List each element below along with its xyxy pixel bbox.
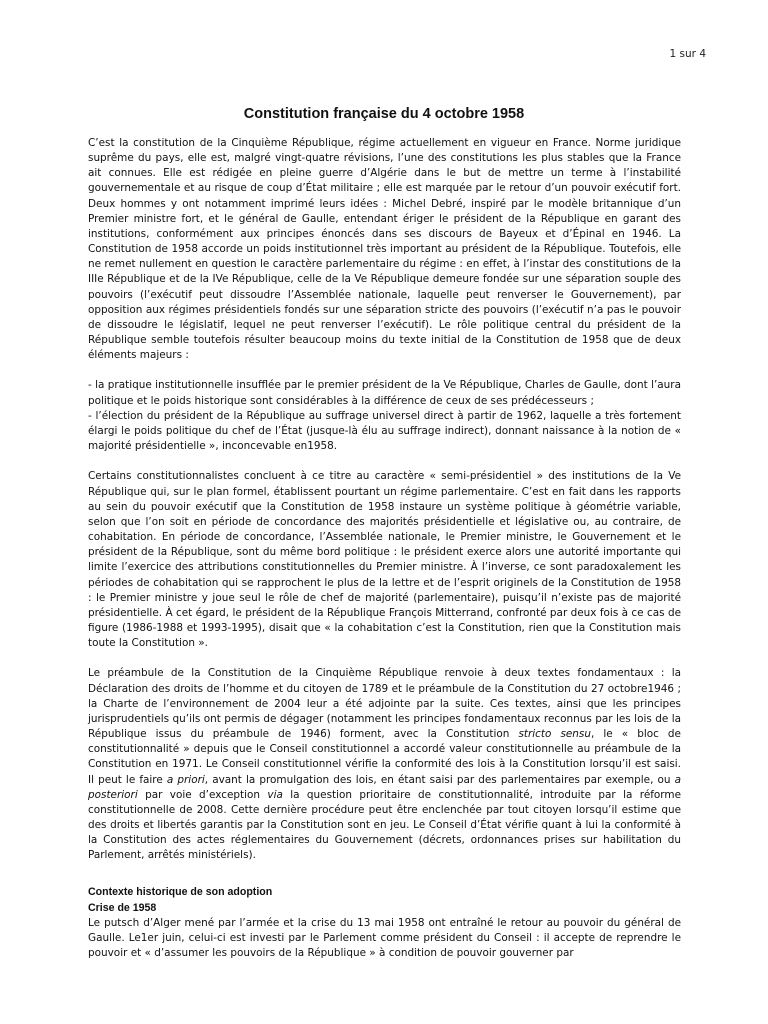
- cohabitation-paragraph: Certains constitutionnalistes concluent à ce titre au caractère « semi-présidentiel » des institutions de la Ve République qui, sur le plan formel, établissent pourtant un régime parlementaire. C’est en fait dans les rapports au sein du pouvoir exécutif que la Constitution de 1958 instaure un système politique à géométrie variable, selon que l’on soit en période de concordance des majorités présidentielle et législative ou, au contraire, de cohabitation. En période de concordance, l’Assemblée nationale, le Premier ministre, le Gouvernement et le président de la République, sont du même bord politique : le président exerce alors une autorité importante qui limite l’exercice des attributions constitutionnelles du Premier ministre. À l’inverse, ce sont paradoxalement les périodes de cohabitation qui se rapprochent le plus de la lettre et de l’esprit originels de la Constitution de 1958 : le Premier ministre y joue seul le rôle de chef de majorité (parlementaire), puisqu’il n’existe pas de majorité présidentielle. À cet égard, le président de la République François Mitterrand, confronté par deux fois à ce cas de figure (1986-1988 et 1993-1995), disait que « la cohabitation c’est la Constitution, rien que la Constitution mais toute la Constitution ».: [88, 470, 681, 650]
- document-title: Constitution française du 4 octobre 1958: [243, 106, 525, 122]
- bullet-item: - l’élection du président de la République au suffrage universel direct à partir de 1962, laquelle a très fortement élargi le poids politique du chef de l’État (jusque-là élu au suffrage indirect), donnant naissance à la notion de « majorité présidentielle », inconcevable en1958.: [88, 409, 681, 453]
- bullet-item: - la pratique institutionnelle insufflée par le premier président de la Ve République, Charles de Gaulle, dont l’aura politique et le poids historique sont considérables à la différence de ceux de ses prédécesseurs ;: [88, 379, 681, 407]
- section-heading: Contexte historique de son adoption: [88, 886, 273, 899]
- italic-term: a posteriori: [88, 773, 682, 801]
- text-run: Le préambule de la Constitution de la Cinquième République renvoie à deux textes fondamentaux : la Déclaration des droits de l’homme et du citoyen de 1789 et le préambule de la Constitution du 27 octobre1946 ; la Charte de l’environnement de 2004 leur a été adjointe par la suite. Ces textes, ainsi que les principes jurisprudentiels qu’ils ont permis de dégager (notamment les principes fondamentaux reconnus par les lois de la République issus du préambule de 1946) forment, avec la Constitution: [88, 667, 681, 741]
- text-run: par voie d’exception: [137, 788, 268, 801]
- italic-term: a priori: [166, 773, 205, 786]
- putsch-paragraph: Le putsch d’Alger mené par l’armée et la crise du 13 mai 1958 ont entraîné le retour au pouvoir du général de Gaulle. Le1er juin, celui-ci est investi par le Parlement comme président du Conseil : il accepte de reprendre le pouvoir et « d’assumer les pouvoirs de la République » à condition de pouvoir gouverner par: [88, 916, 681, 960]
- text-run: , le « bloc de constitutionnalité » depuis que le Conseil constitutionnel a accordé valeur constitutionnelle au préambule de la Constitution en 1971. Le Conseil constitutionnel vérifie la conformité des lois à la Constitution lorsqu’il est saisi. Il peut le faire: [88, 728, 681, 786]
- paragraph-spacer: [88, 454, 681, 469]
- preamble-paragraph: [88, 666, 681, 863]
- italic-term: stricto sensu: [518, 728, 591, 741]
- text-run: , avant la promulgation des lois, en étant saisi par des parlementaires par exemple, ou: [204, 773, 675, 786]
- paragraph-spacer: [88, 651, 681, 666]
- page-number: 1 sur 4: [669, 48, 706, 60]
- document-body: [88, 136, 681, 961]
- section-spacer: [88, 863, 681, 885]
- italic-term: via: [267, 788, 283, 801]
- intro-paragraph: C’est la constitution de la Cinquième République, régime actuellement en vigueur en France. Norme juridique suprême du pays, elle est, malgré vingt-quatre révisions, l’une des constitutions les plus stables que la France ait connues. Elle est rédigée en pleine guerre d’Algérie dans le but de mettre un terme à l’instabilité gouvernementale et au risque de coup d’État militaire ; elle est marquée par le retour d’un pouvoir exécutif fort. Deux hommes y ont notamment imprimé leurs idées : Michel Debré, inspiré par le modèle britannique d’un Premier ministre fort, et le général de Gaulle, entendant ériger le président de la République en garant des institutions, conformément aux principes énoncés dans ses discours de Bayeux et d’Épinal en 1946. La Constitution de 1958 accorde un poids institutionnel très important au président de la République. Toutefois, elle ne remet nullement en question le caractère parlementaire du régime : en effet, à l’instar des constitutions de la IIIe République et de la IVe République, celle de la Ve République demeure fondée sur une séparation souple des pouvoirs (l’exécutif peut dissoudre l’Assemblée nationale, laquelle peut renverser le Gouvernement), par opposition aux régimes présidentiels fondés sur une séparation stricte des pouvoirs (l’exécutif n’a pas le pouvoir de dissoudre le législatif, lequel ne peut renverser l’exécutif). Le rôle politique central du président de la République semble toutefois résulter beaucoup moins du texte initial de la Constitution de 1958 que de deux éléments majeurs :: [88, 137, 681, 362]
- text-run: la question prioritaire de constitutionnalité, introduite par la réforme constitutionnelle de 2008. Cette dernière procédure peut être enclenchée par tout citoyen lorsqu’il estime que des droits et libertés garantis par la Constitution sont en jeu. Le Conseil d’État vérifie quant à lui la conformité à la Constitution des actes réglementaires du Gouvernement (décrets, ordonnances prises sur habilitation du Parlement, arrêtés ministériels).: [88, 788, 682, 862]
- subsection-heading: Crise de 1958: [88, 901, 157, 914]
- paragraph-spacer: [88, 363, 681, 378]
